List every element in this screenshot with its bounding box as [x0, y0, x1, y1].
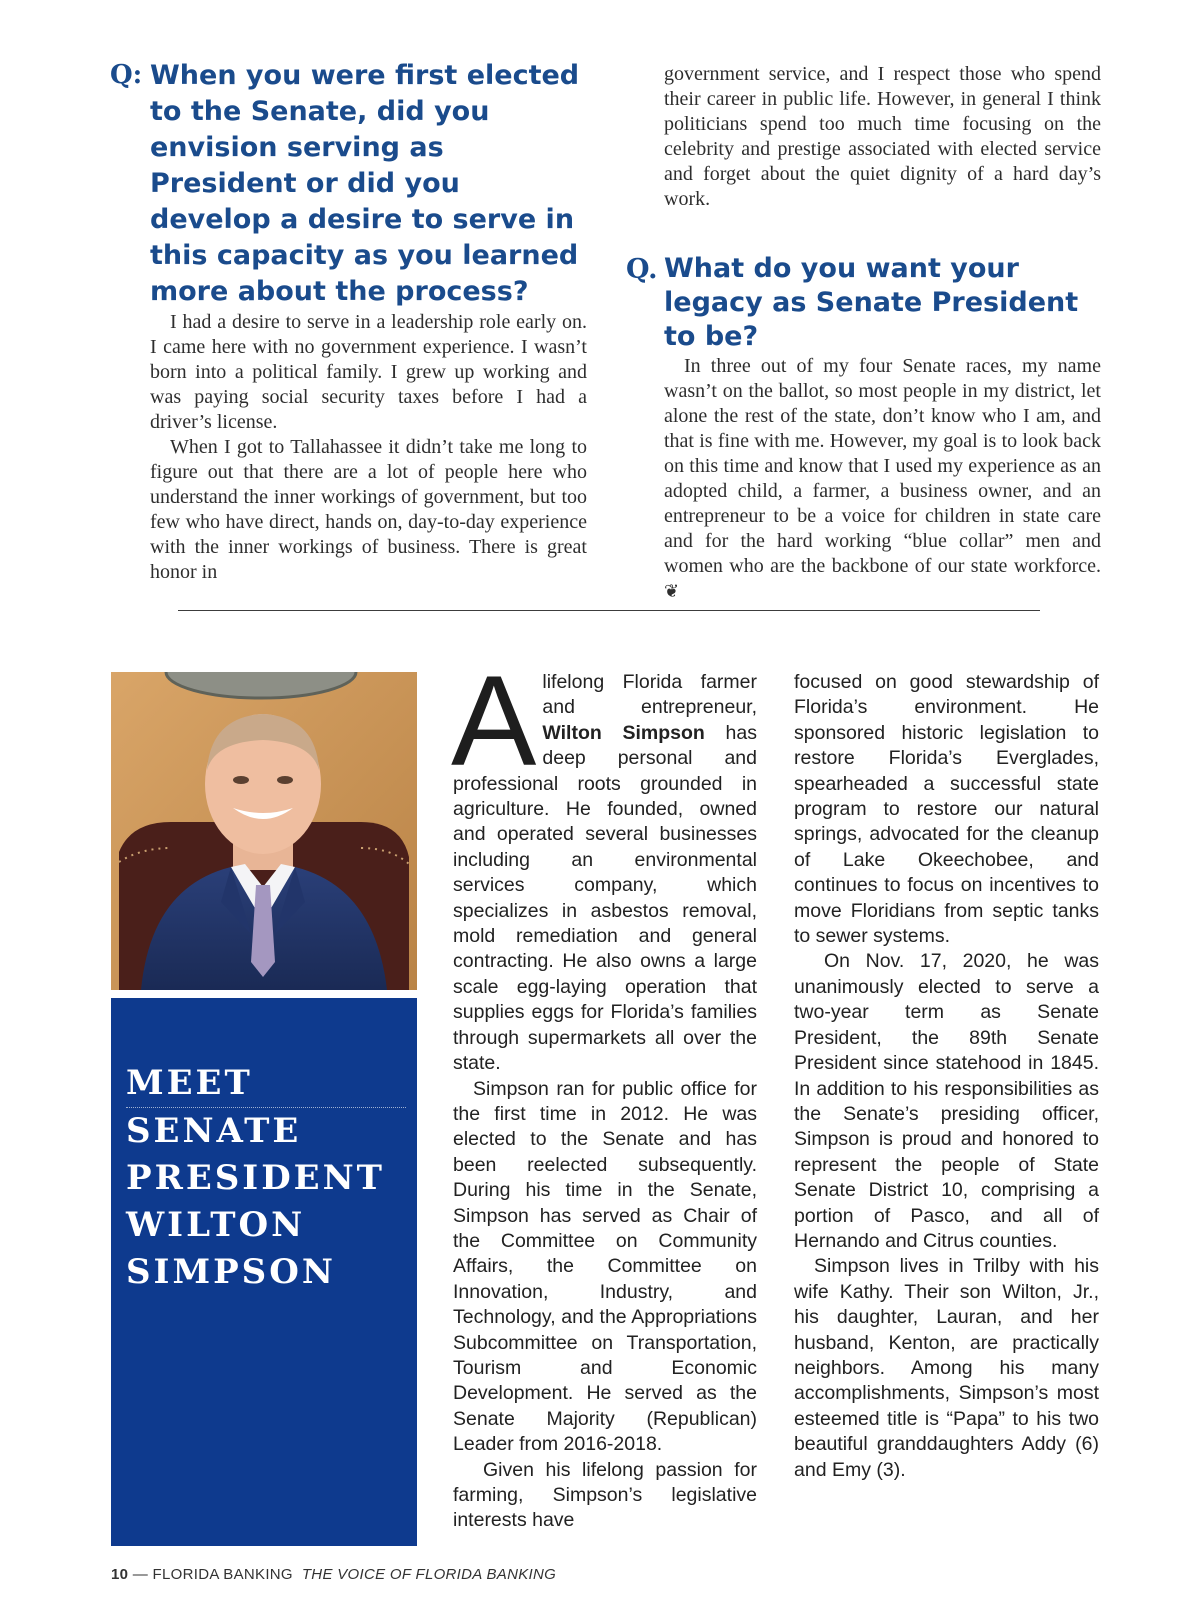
feature-title: [126, 1060, 406, 1296]
title-line: PRESIDENT: [126, 1158, 385, 1198]
senator-name: Wilton Simpson: [542, 721, 705, 744]
q2-mark: Q.: [626, 254, 658, 285]
feature-column-1: [451, 650, 757, 1534]
feature-p4: focused on good stewardship of Florida’s environment. He sponsored historic legislation to restore Florida’s Everglades, spearheaded a successful state program to restore our natural springs, advocated for the cleanup of Lake Okeechobee, and continues to focus on incentives to move Floridians from septic tanks to sewer systems.: [794, 671, 1099, 948]
feature-p2: Simpson ran for public office for the first time in 2012. He was elected to the Senate and has been reelected subsequently. During his time in the Senate, Simpson has served as Chair of the Committee on Community Affairs, the Committee on Innovation, Industry, and Technology, and the Appropriations Subcommittee on Transportation, Tourism and Economic Development. He served as the Senate Majority (Republican) Leader from 2016-2018.: [453, 1077, 757, 1456]
page-footer: [111, 1566, 556, 1583]
page-number: 10: [111, 1566, 129, 1583]
q1-question: When you were first elected to the Senate, did you envision serving as President or did you develop a desire to serve in this capacity as you learned more about the process?: [150, 60, 580, 307]
feature-lead: lifelong Florida farmer and entrepreneur,: [542, 671, 757, 719]
right-column-top: [626, 62, 1101, 604]
title-line: MEET: [126, 1060, 406, 1108]
feature-p5: On Nov. 17, 2020, he was unanimously elected to serve a two-year term as Senate President, the 89th Senate President since statehood in 1845. In addition to his responsibilities as the Senate’s presiding officer, Simpson is proud and honored to represent the people of State Senate District 10, comprising a portion of Pasco, and all of Hernando and Citrus counties.: [794, 950, 1099, 1252]
q1-block: [110, 58, 587, 585]
title-line: WILTON: [126, 1205, 306, 1245]
footer-tagline: THE VOICE OF FLORIDA BANKING: [301, 1566, 557, 1583]
end-mark-icon: ❦: [664, 581, 680, 602]
feature-p3: Given his lifelong passion for farming, Simpson’s legislative interests have: [453, 1458, 757, 1532]
q2-block: [626, 252, 1101, 604]
q1-answer-p2: When I got to Tallahassee it didn’t take me long to figure out that there are a lot of people here who understand the inner workings of government, but too few who have direct, hands on, day-to-day experience with the inner workings of business. There is great honor in: [150, 436, 587, 583]
feature-p1: [451, 650, 757, 1077]
feature-rest: has deep personal and professional roots grounded in agriculture. He founded, owned and operated several businesses including an environmental services company, which specializes in asbestos removal, mold remediation and general contracting. He also owns a large scale egg-laying operation that supplies eggs for Florida’s families through supermarkets all over the state.: [453, 721, 757, 1075]
q1-answer-p1: I had a desire to serve in a leadership role early on. I came here with no government experience. I wasn’t born into a political family. I grew up working and was paying social security taxes before I had a driver’s license.: [150, 311, 587, 433]
title-line: SIMPSON: [126, 1252, 336, 1292]
footer-publication: — FLORIDA BANKING: [128, 1566, 298, 1583]
section-divider: [178, 610, 1040, 611]
feature-p6: Simpson lives in Trilby with his wife Kathy. Their son Wilton, Jr., his daughter, Lauran, and her husband, Kenton, are practically neighbors. Among his many accomplishments, Simpson’s most esteemed title is “Papa” to his two beautiful granddaughters Addy (6) and Emy (3).: [794, 1255, 1099, 1481]
q1-answer-p3: government service, and I respect those who spend their career in public life. However, in general I think politicians spend too much time focusing on the celebrity and prestige associated with elected service and forget about the quiet dignity of a hard day’s work.: [664, 63, 1101, 210]
title-line: SENATE: [126, 1111, 302, 1151]
q1-mark: Q:: [110, 60, 143, 90]
title-box: [111, 998, 417, 1546]
feature-column-2: [794, 670, 1099, 1483]
q2-answer-p1: In three out of my four Senate races, my name wasn’t on the ballot, so most people in my district, let alone the rest of the state, don’t know who I am, and that is fine with me. However, my goal is to look back on this time and know that I used my experience as an adopted child, a farmer, a business owner, and an entrepreneur to be a voice for children in state care and for the hard working “blue collar” men and women who are the backbone of our state workforce. ❦: [664, 355, 1101, 602]
q2-question: What do you want your legacy as Senate President to be?: [664, 253, 1079, 352]
drop-cap: A: [451, 650, 537, 793]
senator-photo: [111, 672, 417, 990]
